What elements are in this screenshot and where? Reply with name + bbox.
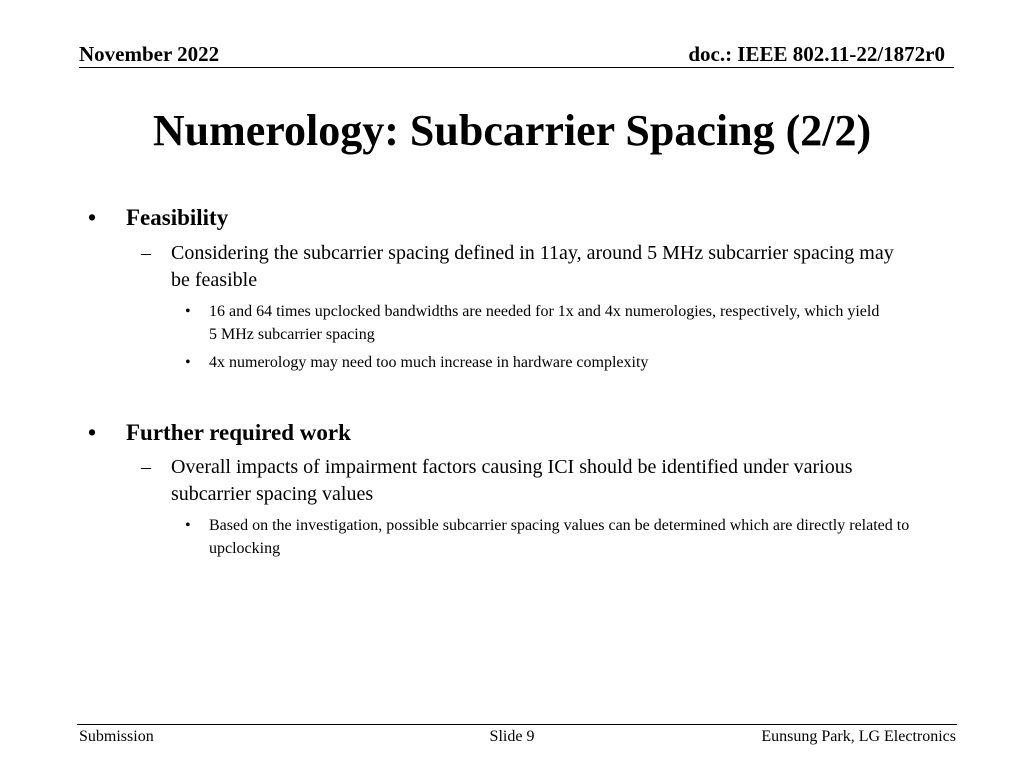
detail-text: 4x numerology may need too much increase in hardware complexity bbox=[209, 354, 649, 371]
subpoint-feasibility bbox=[141, 240, 901, 294]
detail-item bbox=[185, 351, 885, 374]
detail-text: Based on the investigation, possible subcarrier spacing values can be determined which are directly related to upclocking bbox=[209, 517, 910, 557]
bullet-feasibility bbox=[88, 204, 228, 232]
bullet-heading: Feasibility bbox=[126, 205, 229, 230]
subpoint-further-required-work bbox=[141, 454, 901, 508]
dash-marker: – bbox=[141, 456, 151, 478]
slide-title: Numerology: Subcarrier Spacing (2/2) bbox=[152, 106, 872, 155]
detail-text: 16 and 64 times upclocked bandwidths are needed for 1x and 4x numerologies, respectively, which yield 5 MHz subcarrier spacing bbox=[209, 303, 880, 343]
header-document-id: doc.: IEEE 802.11-22/1872r0 bbox=[688, 42, 945, 66]
detail-item bbox=[185, 300, 885, 346]
sub-bullet-marker: • bbox=[185, 517, 191, 534]
header-divider bbox=[79, 67, 954, 68]
bullet-further-required-work bbox=[88, 419, 351, 447]
footer-submission: Submission bbox=[79, 728, 154, 745]
footer-author: Eunsung Park, LG Electronics bbox=[761, 728, 956, 745]
detail-item bbox=[185, 514, 955, 560]
footer-divider bbox=[77, 724, 957, 725]
bullet-marker: • bbox=[88, 420, 97, 445]
sub-bullet-marker: • bbox=[185, 354, 191, 371]
bullet-marker: • bbox=[88, 205, 97, 230]
bullet-heading: Further required work bbox=[126, 420, 351, 445]
header-date: November 2022 bbox=[79, 42, 220, 66]
subpoint-text: Considering the subcarrier spacing defined in 11ay, around 5 MHz subcarrier spacing may be feasible bbox=[171, 242, 894, 291]
dash-marker: – bbox=[141, 242, 151, 264]
subpoint-text: Overall impacts of impairment factors causing ICI should be identified under various subcarrier spacing values bbox=[171, 456, 853, 505]
footer-slide-number: Slide 9 bbox=[489, 728, 535, 745]
sub-bullet-marker: • bbox=[185, 303, 191, 320]
